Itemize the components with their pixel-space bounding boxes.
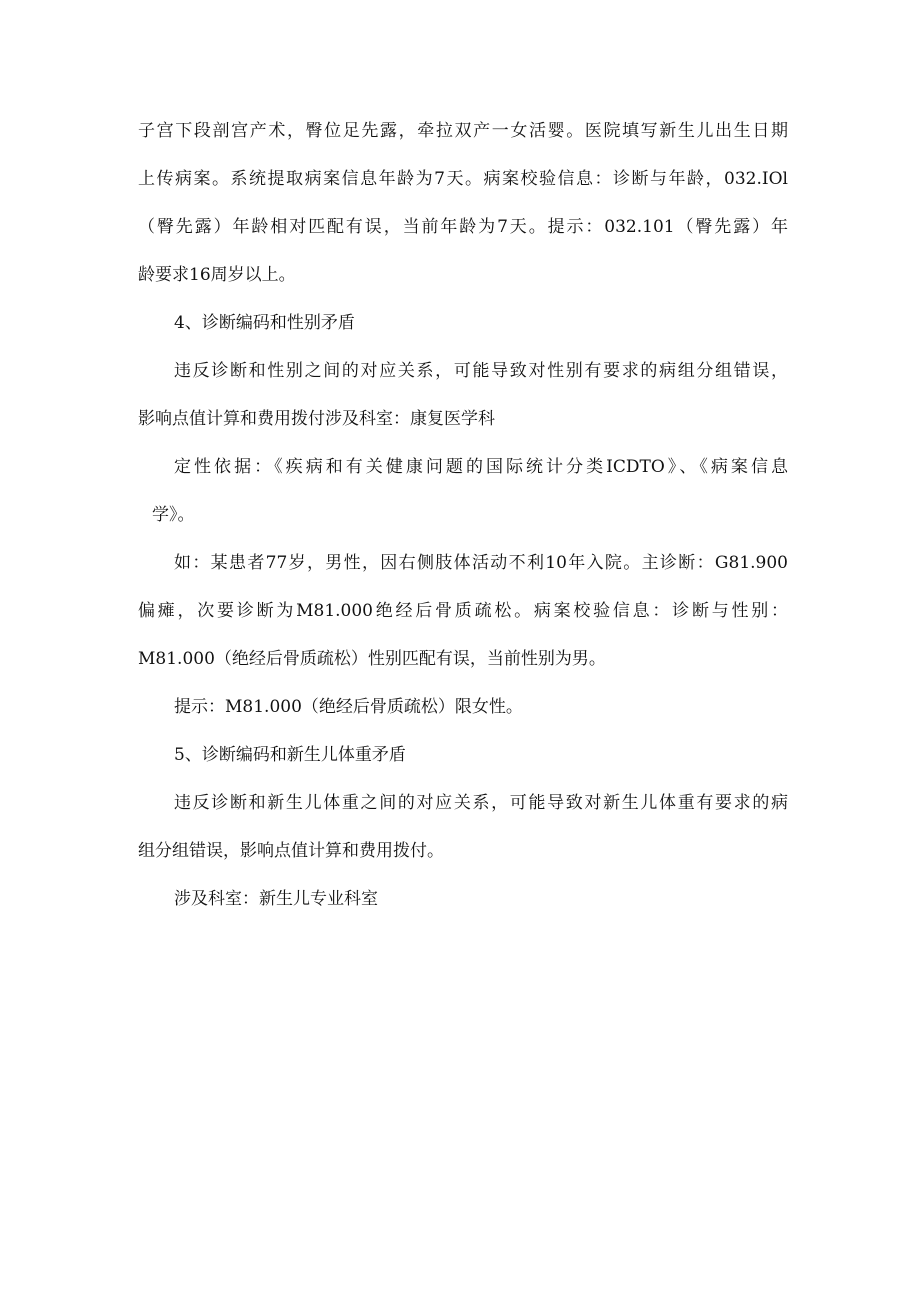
paragraph-line: （臀先露）年龄相对匹配有误，当前年龄为7天。提示：032.101（臀先露）年 — [138, 217, 788, 237]
paragraph-line: 龄要求16周岁以上。 — [138, 265, 296, 285]
paragraph-line: 如：某患者77岁，男性，因右侧肢体活动不利10年入院。主诊断：G81.900 — [174, 553, 788, 573]
document-body — [138, 107, 788, 923]
paragraph-line: 组分组错误，影响点值计算和费用拨付。 — [138, 841, 444, 861]
paragraph-line: 违反诊断和新生儿体重之间的对应关系，可能导致对新生儿体重有要求的病 — [174, 793, 788, 813]
paragraph-line: 定性依据：《疾病和有关健康问题的国际统计分类ICDTO》、《病案信息 — [174, 457, 788, 477]
paragraph-line: 子宫下段剖宫产术，臀位足先露，牵拉双产一女活婴。医院填写新生儿出生日期 — [138, 121, 788, 141]
paragraph-line: 学》。 — [152, 505, 195, 525]
paragraph-line: 上传病案。系统提取病案信息年龄为7天。病案校验信息：诊断与年龄，032.IOl — [138, 169, 788, 189]
paragraph-line: 涉及科室：新生儿专业科室 — [174, 889, 378, 909]
paragraph-line: M81.000（绝经后骨质疏松）性别匹配有误，当前性别为男。 — [138, 649, 606, 669]
section-heading-4: 4、诊断编码和性别矛盾 — [174, 313, 355, 333]
section-heading-5: 5、诊断编码和新生儿体重矛盾 — [174, 745, 406, 765]
paragraph-line: 提示：M81.000（绝经后骨质疏松）限女性。 — [174, 697, 523, 717]
paragraph-line: 影响点值计算和费用拨付涉及科室：康复医学科 — [138, 409, 495, 429]
paragraph-line: 违反诊断和性别之间的对应关系，可能导致对性别有要求的病组分组错误， — [174, 361, 788, 381]
paragraph-line: 偏瘫，次要诊断为M81.000绝经后骨质疏松。病案校验信息：诊断与性别： — [138, 601, 788, 621]
